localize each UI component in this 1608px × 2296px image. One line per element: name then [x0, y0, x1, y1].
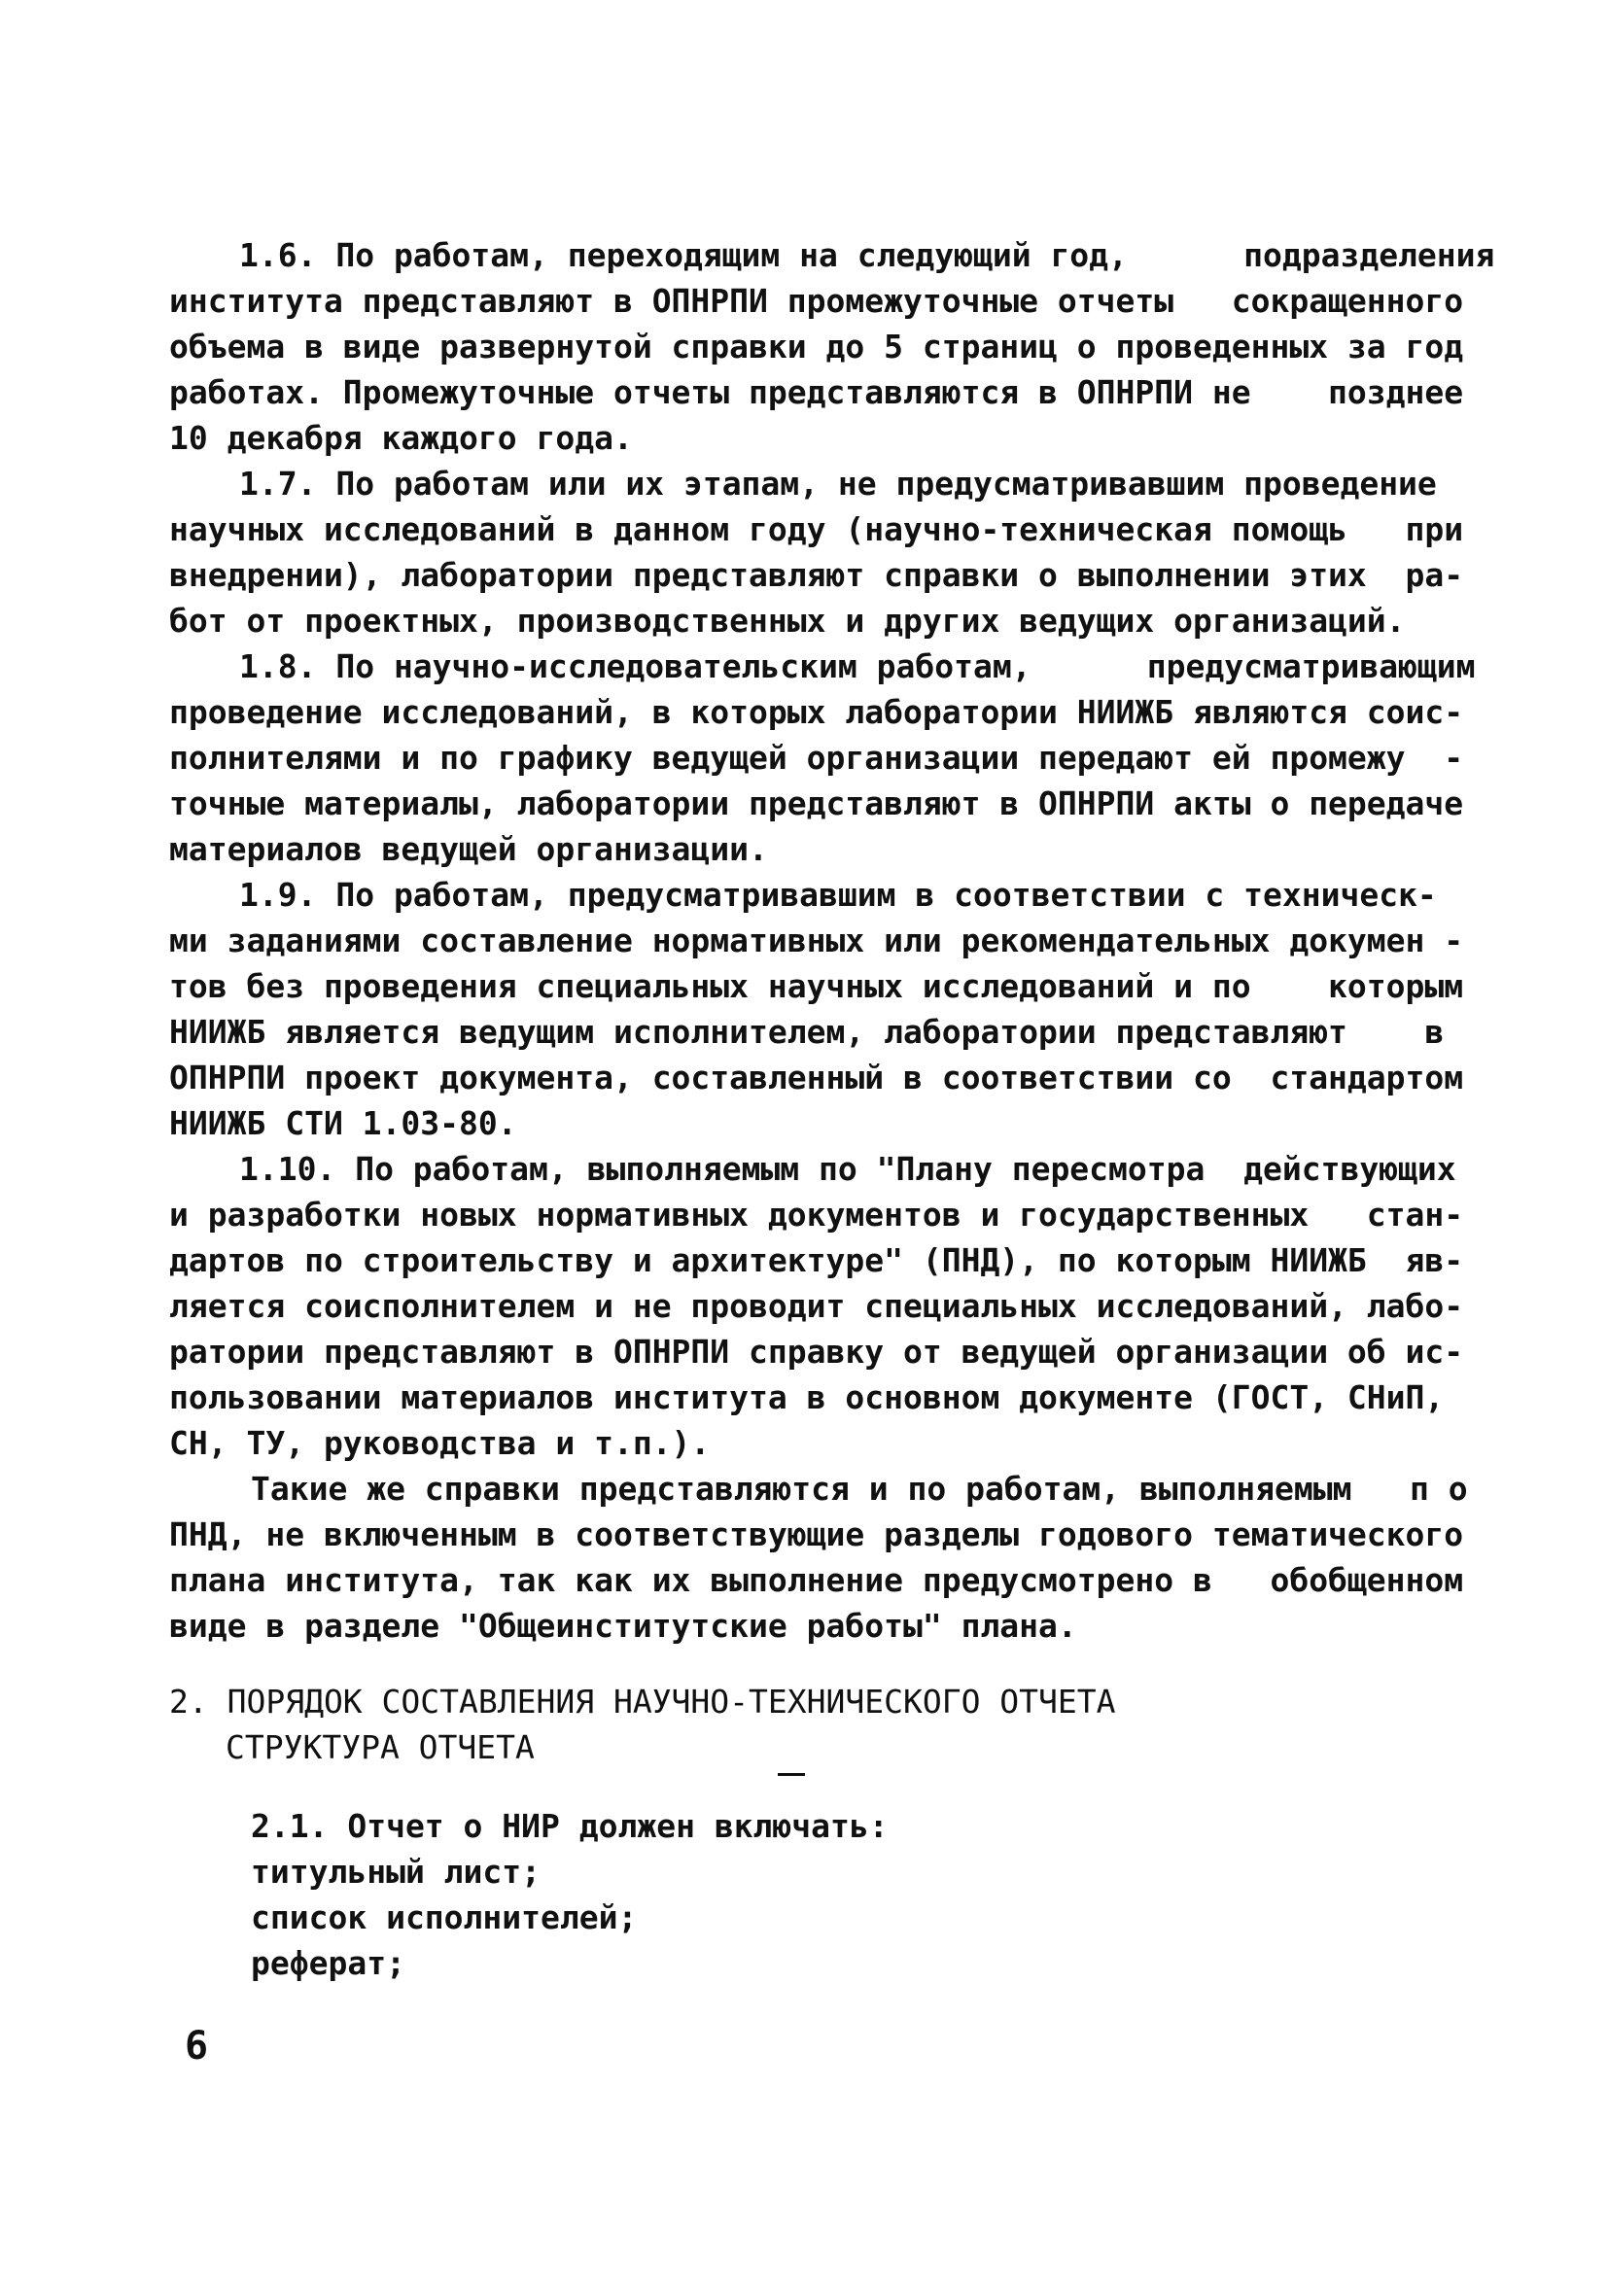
page-number: 6: [185, 2024, 209, 2069]
section-heading-subtitle: СТРУКТУРА ОТЧЕТА: [226, 1728, 535, 1766]
decorative-dash: [778, 1773, 805, 1776]
paragraph-line: пользовании материалов института в основном документе (ГОСТ, СНиП,: [169, 1378, 1445, 1416]
paragraph-line: ми заданиями составление нормативных или рекомендательных докумен -: [169, 922, 1464, 959]
paragraph-line: виде в разделе "Общеинститутские работы" плана.: [169, 1607, 1077, 1645]
paragraph-line: и разработки новых нормативных документов и государственных стан-: [169, 1196, 1464, 1234]
section-heading: 2. ПОРЯДОК СОСТАВЛЕНИЯ НАУЧНО-ТЕХНИЧЕСКОГО ОТЧЕТА: [169, 1683, 1116, 1721]
paragraph-line: НИИЖБ является ведущим исполнителем, лаборатории представляют в: [169, 1013, 1445, 1051]
paragraph-line: ОПНРПИ проект документа, составленный в соответствии со стандартом: [169, 1059, 1464, 1096]
paragraph-line: дартов по строительству и архитектуре" (ПНД), по которым НИИЖБ яв-: [169, 1241, 1464, 1279]
paragraph-line: проведение исследований, в которых лаборатории НИИЖБ являются соис-: [169, 693, 1464, 731]
paragraph-line: ляется соисполнителем и не проводит специальных исследований, лабо-: [169, 1287, 1464, 1325]
paragraph-line: ПНД, не включенным в соответствующие разделы годового тематического: [169, 1515, 1464, 1553]
paragraph-line: 1.8. По научно-исследовательским работам, предусматривающим: [239, 647, 1476, 685]
paragraph-line: 1.6. По работам, переходящим на следующий год, подразделения: [239, 236, 1495, 274]
paragraph-line: 1.10. По работам, выполняемым по "Плану пересмотра действующих: [239, 1150, 1456, 1188]
section-intro: 2.1. Отчет о НИР должен включать:: [251, 1807, 889, 1845]
paragraph-line: 1.9. По работам, предусматривавшим в соответствии с техническ-: [239, 876, 1437, 914]
list-item: список исполнителей;: [251, 1898, 638, 1936]
paragraph-line: Такие же справки представляются и по работам, выполняемым п о: [251, 1470, 1468, 1508]
paragraph-line: научных исследований в данном году (научно-техническая помощь при: [169, 510, 1464, 548]
paragraph-line: объема в виде развернутой справки до 5 страниц о проведенных за год: [169, 328, 1464, 365]
paragraph-line: работах. Промежуточные отчеты представляются в ОПНРПИ не позднее: [169, 373, 1464, 411]
list-item: титульный лист;: [251, 1853, 542, 1891]
list-item: реферат;: [251, 1944, 405, 1982]
paragraph-line: НИИЖБ СТИ 1.03-80.: [169, 1104, 517, 1142]
paragraph-line: материалов ведущей организации.: [169, 830, 768, 868]
paragraph-line: института представляют в ОПНРПИ промежуточные отчеты сокращенного: [169, 282, 1464, 320]
paragraph-line: 1.7. По работам или их этапам, не предусматривавшим проведение: [239, 465, 1437, 503]
paragraph-line: бот от проектных, производственных и других ведущих организаций.: [169, 602, 1406, 640]
paragraph-line: полнителями и по графику ведущей организации передают ей промежу -: [169, 739, 1464, 777]
paragraph-line: СН, ТУ, руководства и т.п.).: [169, 1424, 711, 1462]
paragraph-line: 10 декабря каждого года.: [169, 419, 633, 457]
paragraph-line: плана института, так как их выполнение предусмотрено в обобщенном: [169, 1561, 1464, 1599]
paragraph-line: внедрении), лаборатории представляют справки о выполнении этих ра-: [169, 556, 1464, 594]
paragraph-line: тов без проведения специальных научных исследований и по которым: [169, 967, 1464, 1005]
paragraph-line: ратории представляют в ОПНРПИ справку от ведущей организации об ис-: [169, 1333, 1464, 1371]
paragraph-line: точные материалы, лаборатории представляют в ОПНРПИ акты о передаче: [169, 784, 1464, 822]
